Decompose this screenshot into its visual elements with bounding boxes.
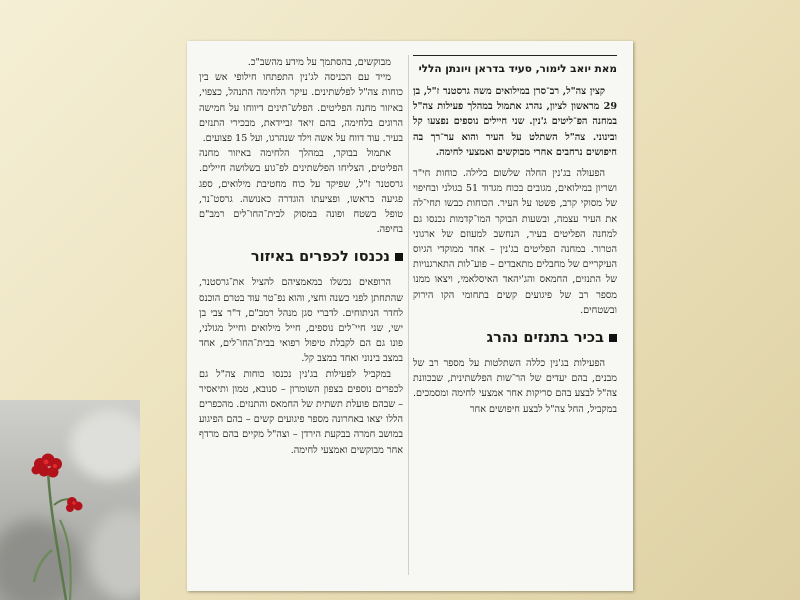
newspaper-clipping — [187, 41, 633, 591]
article-paragraph: מייד עם הכניסה לג'נין התפתחו חילופי אש בין כוחות צה"ל לפלשתינים. עיקר הלחימה התנהל, כצפוי, באיזור מחנה הפליטים. הפלש־תינים דיווחו על חמישה הרוגים בלחימה, בהם זיאד זביידאת, מבכירי התנזים בעיר. עוד דווח על אשה וילד שנהרגו, ועל 15 פצועים. — [199, 72, 403, 145]
square-bullet-icon — [609, 334, 617, 342]
column-divider — [408, 55, 409, 575]
section-heading-entered-villages: נכנסו לכפרים באיזור — [199, 247, 403, 267]
article-right-column — [413, 55, 617, 417]
square-bullet-icon — [395, 253, 403, 261]
article-paragraph: מבוקשים, בהסתמך על מידע מהשב"כ. — [247, 57, 391, 68]
article-paragraph: במקביל לפעילות בג'נין נכנסו כוחות צה"ל גם לכפרים נוספים בצפון השומרון – סנובא, טמון ותיאסיר – שבהם פועלת תשתית של החמאס והתנזים. מהכפרים הללו יצאו באחרונה מספר פיגועים קשים – בהם הפיגוע במושב חמרה בבקעת הירדן – וצה"ל מקיים בהם מרדף אחר מבוקשים ואמצעי לחימה. — [199, 368, 403, 456]
byline-rule — [413, 55, 617, 56]
article-lead: קצין צה"ל, רב־סרן במילואים משה גרסטנר ז"ל, בן 29 מראשון לציון, נהרג אתמול במהלך פעילות צה"ל במחנה הפ־ליטים ג'נין. שני חיילים נוספים נפצעו קל ובינוני. צה"ל השתלט על העיר והוא ער־רך בה חיפושים נרחבים אחרי מבוקשים ואמצעי לחימה. — [413, 86, 617, 158]
article-paragraph: הרופאים נכשלו במאמציהם להציל את־גרסטנר, שהתחתן לפני כשנה וחצי, והוא נפ־טר עוד בטרם הוכנס לחדר הניתוחים. לדברי סגן מנהל רמב"ם, ד"ר צבי בן ישי, שני חיי־לים נוספים, חייל מילואים וחייל מגולני, פונו גם הם לקבלת טיפול רפואי בבית־החו־לים, אחד במצב בינוני ואחד במצב קל. — [199, 277, 403, 365]
article-paragraph: הפעילות בג'נין כללה השתלטות על מספר רב של מבנים, בהם יעדים של הר־שות הפלשתינית, שבכוונת צה"ל לבצע בהם סריקות אחר אמצעי לחימה ומסמכים. במקביל, החל צה"ל לבצע חיפושים אחר — [413, 358, 617, 415]
article-paragraph: אתמול בבוקר, במהלך הלחימה באיזור מחנה הפליטים, הצליחו הפלשתינים לפ־גוע בשלושה חיילים. גרסטנר ז"ל, שפיקד על כוח מחטיבת מילואים, ספג פגיעה בראשו, ופציעתו הוגדרה כאנושה. גרסט־נר, טופל בשטח ופונה במסוק לבית־החו־לים רמב"ם בחיפה. — [199, 148, 403, 236]
article-paragraph: הפעולה בג'נין החלה שלשום בלילה. כוחות חי"ר ושריון במילואים, מגובים בכוח מגדוד 51 בגולני ובחיפוי של מסוקי קרב, פשטו על העיר. הכוחות כבשו תחי־לה את העיר עצמה, ובשעות הבוקר המו־קדמות נכנסו גם למחנה הפליטים בעיר, הנחשב למעוזם של ארגוני הטרור. במחנה הפליטים בג'נין – אחד ממוקדי הגיוס העיקריים של מחבלים מתאבדים – פוע־לות התארגנויות של התנזים, החמאס והג'יהאד האיסלאמי, ויצאו ממנו מספר רב של פיגועים קשים בתחומי הקו הירוק ובשטחים. — [413, 168, 617, 316]
flower-photo — [0, 400, 140, 600]
section-heading-senior-tanzim-killed: בכיר בתנזים נהרג — [413, 328, 617, 348]
red-flower-illustration — [0, 400, 140, 600]
article-byline: מאת יואב לימור, סעיד בדראן ויונתן הללי — [418, 63, 617, 75]
article-left-column — [199, 55, 403, 458]
